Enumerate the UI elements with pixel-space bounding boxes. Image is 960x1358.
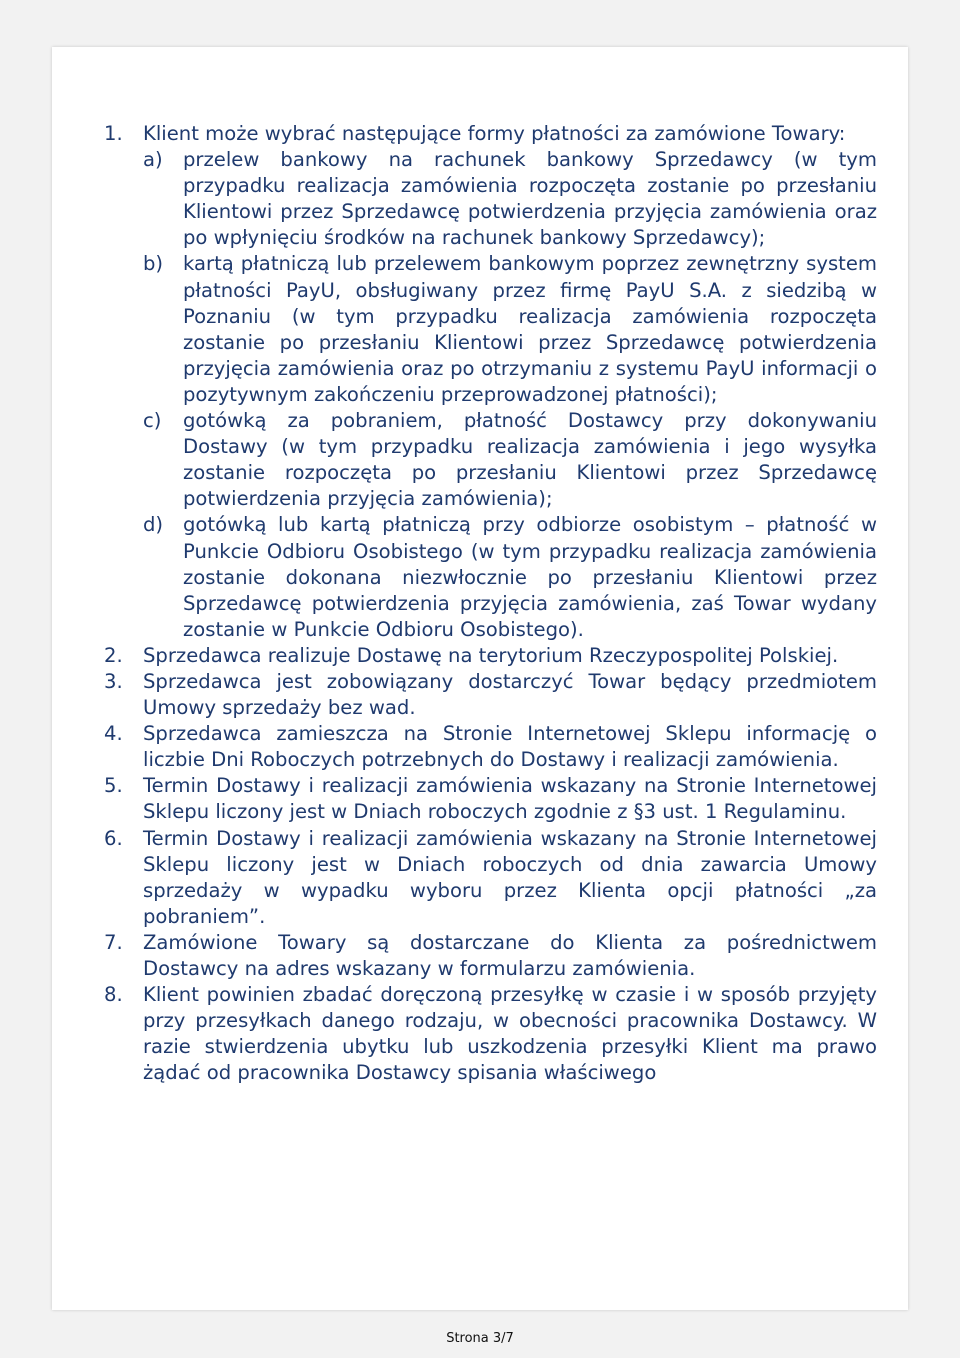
subitem-letter: c) [143,409,162,433]
item-text: Sprzedawca zamieszcza na Stronie Internetowej Sklepu informację o liczbie Dni Roboczych potrzebnych do Dostawy i realizacji zamówienia. [143,722,877,772]
item-text: Termin Dostawy i realizacji zamówienia wskazany na Stronie Internetowej Sklepu liczony jest w Dniach roboczych zgodnie z §3 ust. 1 Regulaminu. [143,774,877,824]
item-number: 1. [104,122,123,145]
list-item-8 [102,982,877,1086]
subitem-text: gotówką lub kartą płatniczą przy odbiorze osobistym – płatność w Punkcie Odbioru Osobistego (w tym przypadku realizacja zamówienia zostanie dokonana niezwłocznie po przesłaniu Klientowi przez Sprzedawcę potwierdzenia przyjęcia zamówienia, zaś Towar wydany zostanie w Punkcie Odbioru Osobistego). [183,513,877,641]
item-text: Sprzedawca realizuje Dostawę na terytorium Rzeczypospolitej Polskiej. [143,643,839,667]
item-text: Termin Dostawy i realizacji zamówienia wskazany na Stronie Internetowej Sklepu liczony jest w Dniach roboczych od dnia zawarcia Umowy sprzedaży w wypadku wyboru przez Klienta opcji płatności „za pobraniem”. [143,826,877,928]
item-number: 6. [104,826,123,850]
list-item-1 [102,121,877,643]
list-item-3 [102,669,877,721]
subitem-letter: a) [143,148,163,172]
list-item-5 [102,773,877,825]
subitem-text: kartą płatniczą lub przelewem bankowym poprzez zewnętrzny system płatności PayU, obsługiwany przez firmę PayU S.A. z siedzibą w Poznaniu (w tym przypadku realizacja zamówienia rozpoczęta zostanie po przesłaniu Klientowi przez Sprzedawcę potwierdzenia przyjęcia zamówienia oraz po otrzymaniu z systemu PayU informacji o pozytywnym zakończeniu przeprowadzonej płatności); [183,252,877,406]
payment-method-c [143,408,877,512]
subitem-text: gotówką za pobraniem, płatność Dostawcy przy dokonywaniu Dostawy (w tym przypadku realizacja zamówienia i jego wysyłka zostanie rozpoczęta po przesłaniu Klientowi przez Sprzedawcę potwierdzenia przyjęcia zamówienia); [183,409,877,511]
payment-method-b [143,251,877,408]
document-body [102,121,877,1086]
list-item-7 [102,930,877,982]
item-number: 5. [104,774,123,798]
page-number: Strona 3/7 [446,1331,514,1346]
item-text: Klient powinien zbadać doręczoną przesyłkę w czasie i w sposób przyjęty przy przesyłkach danego rodzaju, w obecności pracownika Dostawcy. W razie stwierdzenia ubytku lub uszkodzenia przesyłki Klient ma prawo żądać od pracownika Dostawcy spisania właściwego [143,983,877,1085]
payment-method-d [143,512,877,642]
item-number: 8. [104,983,123,1007]
payment-method-a [143,147,877,251]
list-item-4 [102,721,877,773]
list-item-2 [102,643,877,669]
item-text: Klient może wybrać następujące formy płatności za zamówione Towary: [143,122,846,145]
item-number: 2. [104,643,123,667]
list-item-6 [102,826,877,930]
item-number: 3. [104,669,123,693]
subitem-letter: b) [143,252,164,276]
item-number: 7. [104,930,123,954]
subitem-text: przelew bankowy na rachunek bankowy Sprzedawcy (w tym przypadku realizacja zamówienia rozpoczęta zostanie po przesłaniu Klientowi przez Sprzedawcę potwierdzenia przyjęcia zamówienia oraz po wpłynięciu środków na rachunek bankowy Sprzedawcy); [183,148,877,250]
subitem-letter: d) [143,513,164,537]
payment-methods-list [143,147,877,643]
item-number: 4. [104,722,123,746]
item-text: Sprzedawca jest zobowiązany dostarczyć Towar będący przedmiotem Umowy sprzedaży bez wad. [143,669,877,720]
item-text: Zamówione Towary są dostarczane do Klienta za pośrednictwem Dostawcy na adres wskazany w formularzu zamówienia. [143,930,877,980]
